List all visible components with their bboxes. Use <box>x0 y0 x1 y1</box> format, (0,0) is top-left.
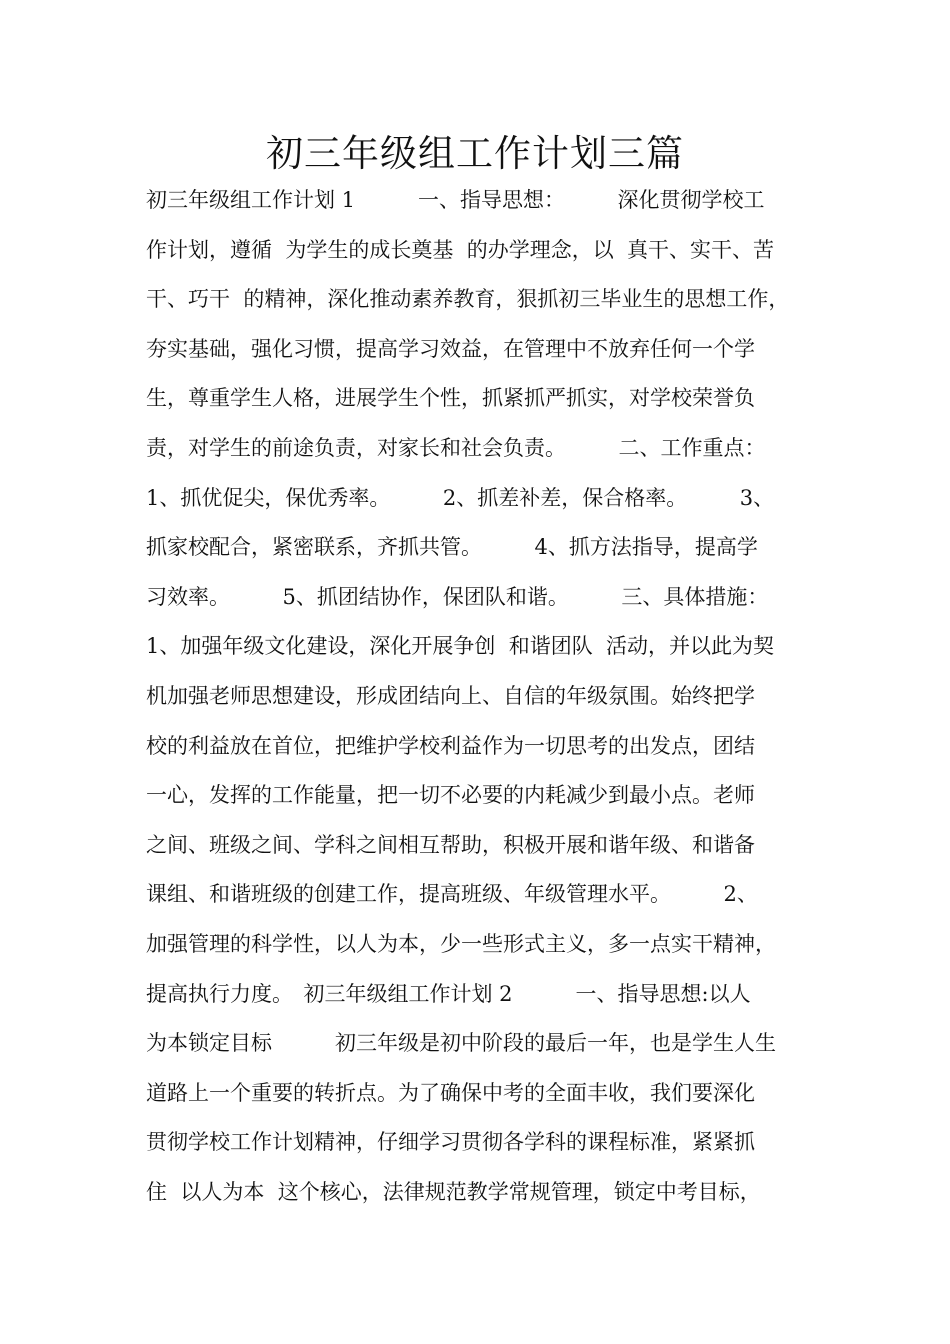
document-title: 初三年级组工作计划三篇 <box>266 132 684 175</box>
body-line: 夯实基础，强化习惯，提高学习效益，在管理中不放弃任何一个学 <box>146 336 755 361</box>
body-line: 作计划，遵循 为学生的成长奠基 的办学理念，以 真干、实干、苦 <box>146 237 775 262</box>
body-line: 提高执行力度。 初三年级组工作计划 2 一、指导思想:以人 <box>146 981 751 1006</box>
body-line: 校的利益放在首位，把维护学校利益作为一切思考的出发点，团结 <box>146 733 755 758</box>
body-line: 贯彻学校工作计划精神，仔细学习贯彻各学科的课程标准，紧紧抓 <box>146 1130 755 1155</box>
body-line: 加强管理的科学性，以人为本，少一些形式主义，多一点实干精神， <box>146 931 776 956</box>
document-body <box>146 176 826 1217</box>
body-line: 为本锁定目标 初三年级是初中阶段的最后一年，也是学生人生 <box>146 1031 776 1056</box>
body-line: 干、巧干 的精神，深化推动素养教育，狠抓初三毕业生的思想工作， <box>146 287 790 312</box>
body-line: 一心，发挥的工作能量，把一切不必要的内耗减少到最小点。老师 <box>146 783 755 808</box>
body-line: 道路上一个重要的转折点。为了确保中考的全面丰收，我们要深化 <box>146 1080 755 1105</box>
body-line: 课组、和谐班级的创建工作，提高班级、年级管理水平。 2、 <box>146 882 758 907</box>
body-line: 1、加强年级文化建设，深化开展争创 和谐团队 活动，并以此为契 <box>146 634 775 659</box>
body-line: 生，尊重学生人格，进展学生个性，抓紧抓严抓实，对学校荣誉负 <box>146 386 755 411</box>
body-line: 1、抓优促尖，保优秀率。 2、抓差补差，保合格率。 3、 <box>146 485 775 510</box>
body-line: 住 以人为本 这个核心，法律规范教学常规管理，锁定中考目标， <box>146 1179 761 1204</box>
body-line: 初三年级组工作计划 1 一、指导思想： 深化贯彻学校工 <box>146 188 765 212</box>
body-line: 机加强老师思想建设，形成团结向上、自信的年级氛围。始终把学 <box>146 683 755 708</box>
body-line: 责，对学生的前途负责，对家长和社会负责。 二、工作重点： <box>146 435 766 460</box>
body-line: 抓家校配合，紧密联系，齐抓共管。 4、抓方法指导，提高学 <box>146 535 758 560</box>
body-line: 之间、班级之间、学科之间相互帮助，积极开展和谐年级、和谐备 <box>146 832 755 857</box>
body-line: 习效率。 5、抓团结协作，保团队和谐。 三、具体措施： <box>146 584 769 609</box>
